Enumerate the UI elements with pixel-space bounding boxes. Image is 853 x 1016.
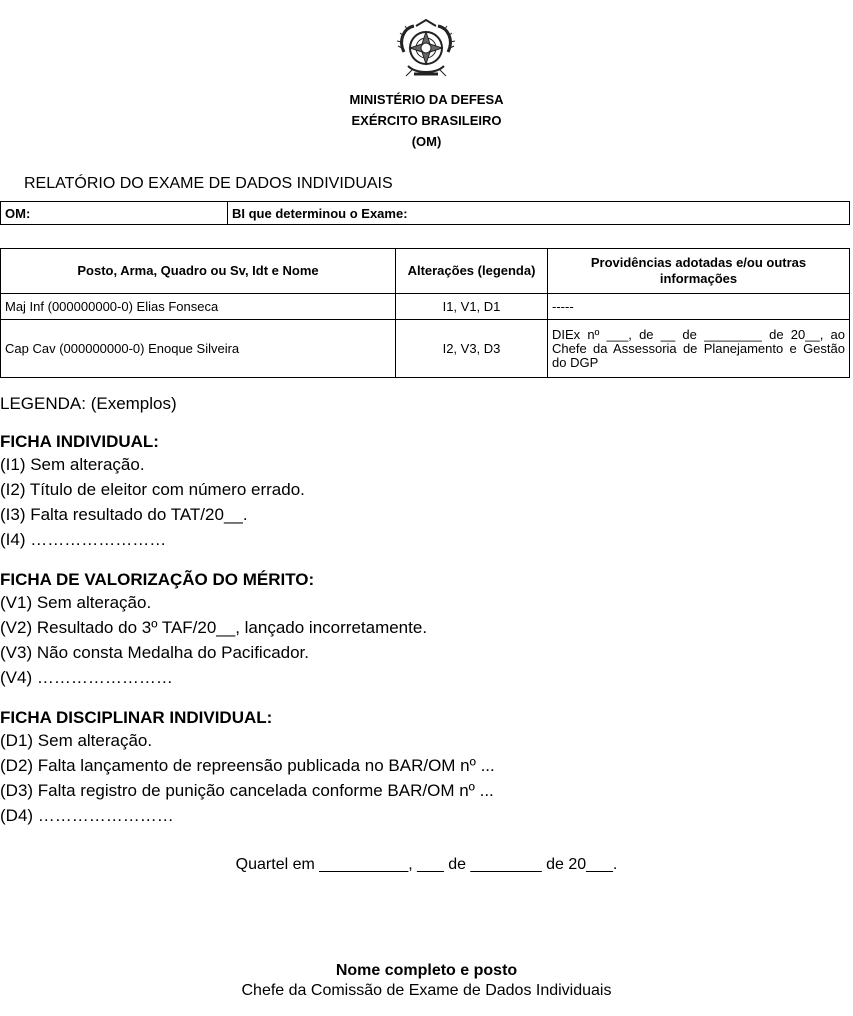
bi-field: BI que determinou o Exame:	[228, 202, 850, 225]
coat-of-arms-emblem	[394, 18, 458, 80]
date-line: Quartel em __________, ___ de ________ de 20___.	[235, 856, 618, 873]
table-header-row	[1, 249, 850, 294]
signature-role: Chefe da Comissão de Exame de Dados Individuais	[241, 982, 612, 999]
legend-item: (D3) Falta registro de punição cancelada conforme BAR/OM nº ...	[0, 781, 494, 800]
column-header-providencias: Providências adotadas e/ou outras informações	[548, 249, 850, 294]
legend-item: (I4) ……………………	[0, 530, 167, 549]
info-table	[0, 201, 850, 225]
header-army: EXÉRCITO BRASILEIRO	[351, 113, 502, 128]
legend-item: (I2) Título de eleitor com número errado.	[0, 480, 305, 499]
column-header-name: Posto, Arma, Quadro ou Sv, Idt e Nome	[1, 249, 396, 294]
legend-title: LEGENDA: (Exemplos)	[0, 394, 177, 413]
section-title: FICHA DISCIPLINAR INDIVIDUAL:	[0, 708, 273, 727]
legend-item: (I3) Falta resultado do TAT/20__.	[0, 505, 248, 524]
section-title: FICHA DE VALORIZAÇÃO DO MÉRITO:	[0, 570, 315, 589]
table-row	[1, 294, 850, 320]
column-header-alteracoes: Alterações (legenda)	[396, 249, 548, 294]
legend-section-disciplinar	[0, 708, 495, 828]
legend-item: (D1) Sem alteração.	[0, 731, 153, 750]
section-title: FICHA INDIVIDUAL:	[0, 432, 159, 451]
cell-alteracoes: I1, V1, D1	[396, 294, 548, 320]
table-row	[1, 320, 850, 378]
cell-providencias: DIEx nº ___, de __ de ________ de 20__, ao Chefe da Assessoria de Planejamento e Gestão do DGP	[548, 320, 850, 378]
legend-item: (V2) Resultado do 3º TAF/20__, lançado incorretamente.	[0, 618, 428, 637]
legend-section-individual	[0, 432, 305, 552]
cell-providencias: -----	[548, 294, 850, 320]
legend-section-merito	[0, 570, 427, 690]
report-title: RELATÓRIO DO EXAME DE DADOS INDIVIDUAIS	[24, 175, 393, 192]
legend-item: (I1) Sem alteração.	[0, 455, 145, 474]
data-table	[0, 248, 850, 378]
legend-item: (V4) ……………………	[0, 668, 173, 687]
legend-item: (V3) Não consta Medalha do Pacificador.	[0, 643, 310, 662]
om-field: OM:	[1, 202, 228, 225]
legend-item: (V1) Sem alteração.	[0, 593, 152, 612]
signature-name: Nome completo e posto	[335, 962, 518, 979]
cell-alteracoes: I2, V3, D3	[396, 320, 548, 378]
header-unit: (OM)	[411, 134, 442, 149]
legend-item: (D4) ……………………	[0, 806, 174, 825]
cell-name: Maj Inf (000000000-0) Elias Fonseca	[1, 294, 396, 320]
header-ministry: MINISTÉRIO DA DEFESA	[349, 92, 504, 107]
legend-item: (D2) Falta lançamento de repreensão publicada no BAR/OM nº ...	[0, 756, 495, 775]
cell-name: Cap Cav (000000000-0) Enoque Silveira	[1, 320, 396, 378]
